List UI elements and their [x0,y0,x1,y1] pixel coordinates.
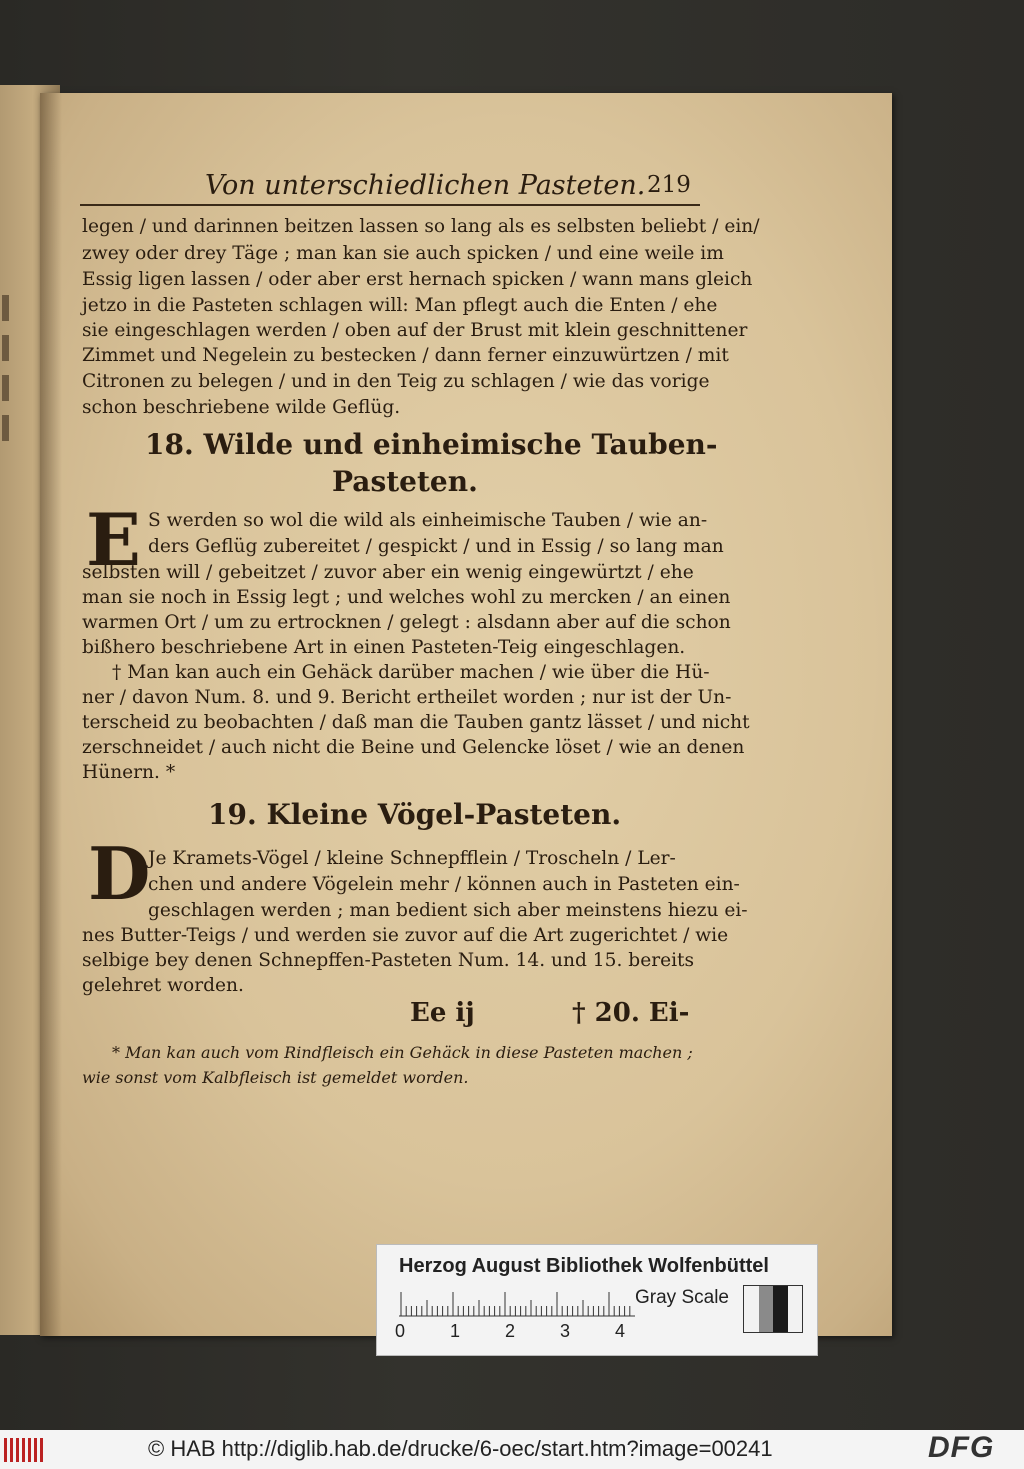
text-line: gelehret worden. [82,975,244,996]
ruler-number: 3 [560,1321,571,1341]
text-line: nes Butter-Teigs / und werden sie zuvor auf die Art zugerichtet / wie [82,925,729,946]
dfg-logo: DFG [928,1431,995,1464]
text-line: schon beschriebene wilde Geflüg. [82,397,401,418]
gray-scale-label: Gray Scale [635,1287,729,1308]
text-line: ders Geflüg zubereitet / gespickt / und in Essig / so lang man [148,536,724,557]
hab-logo-icon [4,1436,50,1464]
section-heading-18: 18. Wilde und einheimische Tauben- [145,428,718,461]
text-line: sie eingeschlagen werden / oben auf der Brust mit klein geschnittener [82,320,748,341]
footnote-line: wie sonst vom Kalbfleisch ist gemeldet worden. [82,1068,469,1087]
section-heading-18-cont: Pasteten. [332,465,478,498]
copyright-link[interactable]: © HAB http://diglib.hab.de/drucke/6-oec/start.htm?image=00241 [148,1436,773,1461]
text-line: Je Kramets-Vögel / kleine Schnepfflein / Troscheln / Ler- [148,848,676,869]
section-heading-19: 19. Kleine Vögel-Pasteten. [208,798,622,831]
ruler-number: 0 [395,1321,406,1341]
text-line: † Man kan auch ein Gehäck darüber machen / wie über die Hü- [112,662,710,683]
page-number: 219 [647,172,691,198]
text-line: geschlagen werden ; man bedient sich aber meinstens hiezu ei- [148,900,748,921]
text-line: Citronen zu belegen / und in den Teig zu schlagen / wie das vorige [82,371,710,392]
text-line: chen und andere Vögelein mehr / können auch in Pasteten ein- [148,874,740,895]
running-head: Von unterschiedlichen Pasteten. [205,170,646,201]
gray-patch [773,1286,788,1332]
signature-mark: Ee ij [410,998,475,1028]
ruler-number: 4 [615,1321,626,1341]
gray-patch [788,1286,803,1332]
text-line: Hünern. * [82,762,176,783]
ruler-numbers [395,1321,635,1345]
text-line: jetzo in die Pasteten schlagen will: Man pflegt auch die Enten / ehe [82,295,718,316]
dropcap-d: D [88,831,151,916]
text-line: S werden so wol die wild als einheimische Tauben / wie an- [148,510,708,531]
text-line: Zimmet und Negelein zu bestecken / dann ferner einzuwürtzen / mit [82,345,729,366]
gray-patch [744,1286,759,1332]
catchword: † 20. Ei- [572,998,690,1028]
footnote-line: * Man kan auch vom Rindfleisch ein Gehäck in diese Pasteten machen ; [112,1043,693,1062]
text-line: selbsten will / gebeitzet / zuvor aber ein wenig eingewürtzt / ehe [82,562,694,583]
ruler-number: 1 [450,1321,461,1341]
text-line: Essig ligen lassen / oder aber erst hernach spicken / wann mans gleich [82,269,753,290]
footer-bar [0,1430,1024,1469]
library-name: Herzog August Bibliothek Wolfenbüttel [399,1255,769,1277]
gray-patch [759,1286,774,1332]
text-line: man sie noch in Essig legt ; und welches wohl zu mercken / an einen [82,587,731,608]
text-line: terscheid zu beobachten / daß man die Tauben gantz lässet / und nicht [82,712,750,733]
text-line: zerschneidet / auch nicht die Beine und Gelencke löset / wie an denen [82,737,745,758]
text-line: warmen Ort / um zu ertrocknen / gelegt : alsdann aber auf die schon [82,612,731,633]
color-target-card [376,1244,818,1356]
text-line: selbige bey denen Schnepffen-Pasteten Num. 14. und 15. bereits [82,950,695,971]
ruler-scale [399,1291,635,1317]
text-line: legen / und darinnen beitzen lassen so lang als es selbsten beliebt / ein/ [82,216,760,237]
gray-patches [743,1285,803,1333]
head-rule [80,204,700,206]
page-gutter-shadow [40,93,62,1336]
text-line: zwey oder drey Täge ; man kan sie auch spicken / und eine weile im [82,243,724,264]
ruler-number: 2 [505,1321,516,1341]
text-line: ner / davon Num. 8. und 9. Bericht ertheilet worden ; nur ist der Un- [82,687,732,708]
dropcap-e: E [86,497,141,582]
text-line: bißhero beschriebene Art in einen Pasteten-Teig eingeschlagen. [82,637,686,658]
